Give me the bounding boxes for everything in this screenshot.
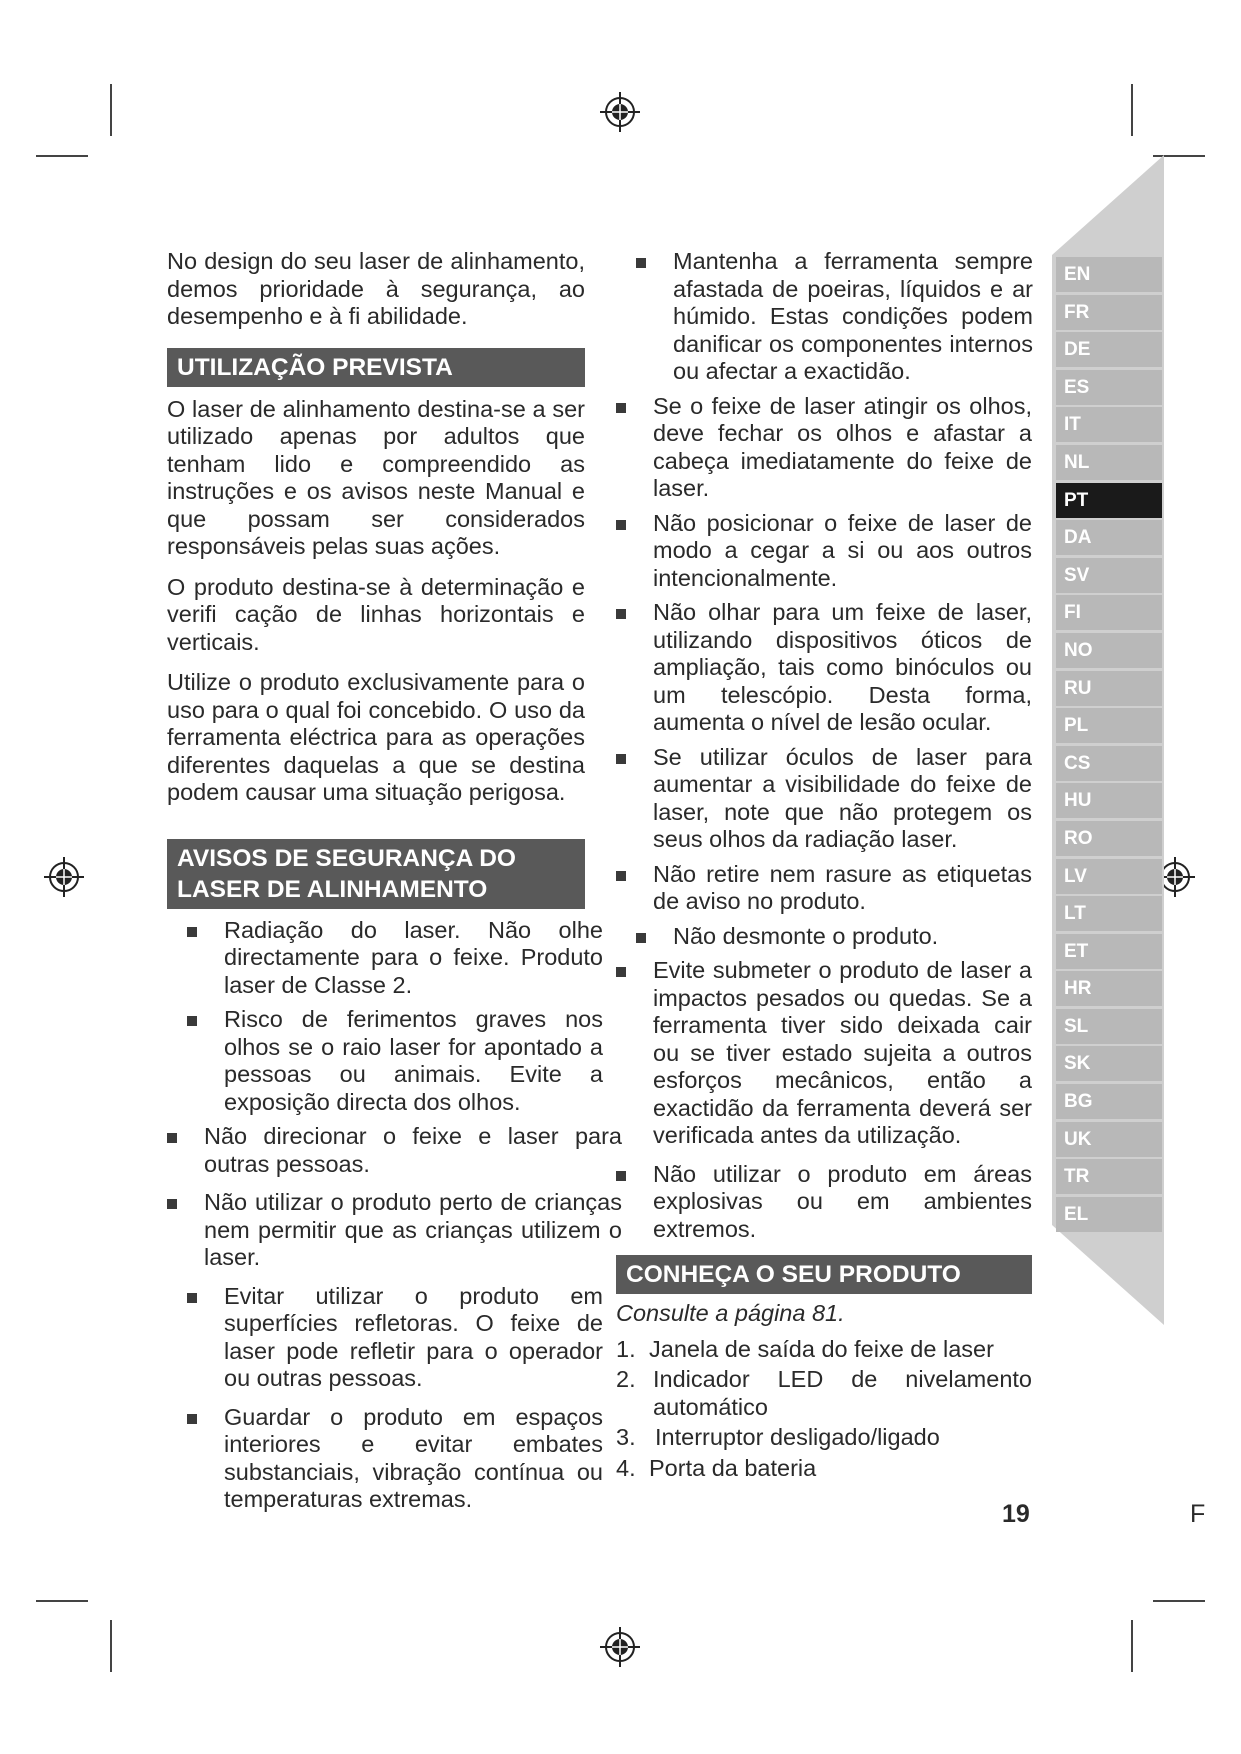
bullet-icon xyxy=(616,967,626,977)
safety-bullet: Não posicionar o feixe de laser de modo a cegar a si ou aos outros intencionalmente. xyxy=(616,510,1032,593)
crop-mark xyxy=(36,155,88,157)
section-heading-know-your-product: CONHEÇA O SEU PRODUTO xyxy=(616,1255,1032,1294)
parts-list-item: 2. Indicador LED de nivelamento automático xyxy=(616,1366,1032,1420)
intended-use-paragraph: O laser de alinhamento destina-se a ser utilizado apenas por adultos que tenham lido e compreendido as instruções e os avisos neste Manual e que possam ser considerados responsáveis pelas suas ações. xyxy=(167,395,585,559)
bullet-icon xyxy=(616,609,626,619)
crop-mark xyxy=(36,1600,88,1602)
language-tab[interactable]: SL xyxy=(1056,1009,1162,1044)
bullet-icon xyxy=(187,1293,197,1303)
language-tab[interactable]: DE xyxy=(1056,332,1162,367)
language-tabs xyxy=(1056,257,1162,1234)
right-column xyxy=(616,248,1032,1482)
intended-use-paragraph: Utilize o produto exclusivamente para o uso para o qual foi concebido. O uso da ferramenta eléctrica para as operações diferentes daquelas a que se destina podem causar uma situação perigosa. xyxy=(167,669,585,805)
language-tab[interactable]: SK xyxy=(1056,1046,1162,1081)
language-tab[interactable]: IT xyxy=(1056,407,1162,442)
bullet-icon xyxy=(167,1133,177,1143)
language-tab[interactable]: UK xyxy=(1056,1122,1162,1157)
heading-line: LASER DE ALINHAMENTO xyxy=(177,875,488,903)
bullet-icon xyxy=(616,871,626,881)
intro-paragraph: No design do seu laser de alinhamento, demos prioridade à segurança, ao desempenho e à fi abilidade. xyxy=(167,248,585,329)
language-tab[interactable]: EN xyxy=(1056,257,1162,292)
registration-mark-icon xyxy=(598,90,642,134)
bullet-icon xyxy=(187,1016,197,1026)
language-tab[interactable]: RU xyxy=(1056,671,1162,706)
crop-mark xyxy=(1131,84,1133,136)
safety-bullet: Não desmonte o produto. xyxy=(636,923,1033,951)
left-column xyxy=(167,248,622,1514)
language-tab[interactable]: TR xyxy=(1056,1159,1162,1194)
safety-bullet: Não direcionar o feixe e laser para outras pessoas. xyxy=(167,1123,622,1178)
language-tab[interactable]: HR xyxy=(1056,971,1162,1006)
crop-mark xyxy=(110,84,112,136)
language-tab[interactable]: NL xyxy=(1056,445,1162,480)
crop-mark xyxy=(1131,1620,1133,1672)
language-tab[interactable]: EL xyxy=(1056,1197,1162,1232)
heading-line: AVISOS DE SEGURANÇA DO xyxy=(177,844,516,872)
language-tab[interactable]: RO xyxy=(1056,821,1162,856)
bullet-icon xyxy=(187,1414,197,1424)
language-tab[interactable]: ES xyxy=(1056,370,1162,405)
bullet-icon xyxy=(636,933,646,943)
safety-bullet: Risco de ferimentos graves nos olhos se o raio laser for apontado a pessoas ou animais. Evite a exposição directa dos olhos. xyxy=(187,1006,603,1116)
language-tab[interactable]: NO xyxy=(1056,633,1162,668)
page-number: 19 xyxy=(1002,1500,1030,1528)
safety-bullet: Evite submeter o produto de laser a impactos pesados ou quedas. Se a ferramenta tiver sido deixada cair ou se tiver estado sujeita a outros esforços mecânicos, então a exactidão da ferramenta deverá ser verificada antes da utilização. xyxy=(616,957,1032,1150)
language-tab-active[interactable]: PT xyxy=(1056,483,1162,518)
section-heading-safety-warnings xyxy=(167,839,585,909)
safety-bullet: Mantenha a ferramenta sempre afastada de poeiras, líquidos e ar húmido. Estas condições podem danificar os componentes internos ou afectar a exactidão. xyxy=(636,248,1033,386)
crop-mark xyxy=(1153,1600,1205,1602)
safety-bullet: Se utilizar óculos de laser para aumentar a visibilidade do feixe de laser, note que não protegem os seus olhos da radiação laser. xyxy=(616,744,1032,854)
bullet-icon xyxy=(616,403,626,413)
language-tab[interactable]: CS xyxy=(1056,746,1162,781)
registration-mark-icon xyxy=(598,1625,642,1669)
parts-list-item: 3. Interruptor desligado/ligado xyxy=(616,1424,940,1450)
bullet-icon xyxy=(616,754,626,764)
parts-list-item: 1. Janela de saída do feixe de laser xyxy=(616,1335,994,1362)
section-heading-intended-use: UTILIZAÇÃO PREVISTA xyxy=(167,348,585,387)
reference-note: Consulte a página 81. xyxy=(616,1300,845,1326)
safety-bullet: Não olhar para um feixe de laser, utilizando dispositivos óticos de ampliação, tais como binóculos ou um telescópio. Desta forma, aumenta o nível de lesão ocular. xyxy=(616,599,1032,737)
language-tab[interactable]: DA xyxy=(1056,520,1162,555)
language-tab[interactable]: ET xyxy=(1056,934,1162,969)
safety-bullet: Evitar utilizar o produto em superfícies refletoras. O feixe de laser pode refletir para o operador ou outras pessoas. xyxy=(187,1283,603,1393)
language-tab[interactable]: FI xyxy=(1056,595,1162,630)
safety-bullet: Guardar o produto em espaços interiores e evitar embates substanciais, vibração contínua ou temperaturas extremas. xyxy=(187,1404,603,1514)
bullet-icon xyxy=(636,258,646,268)
language-tab[interactable]: LV xyxy=(1056,859,1162,894)
bullet-icon xyxy=(167,1199,177,1209)
safety-bullet: Se o feixe de laser atingir os olhos, deve fechar os olhos e afastar a cabeça imediatamente do feixe de laser. xyxy=(616,393,1032,503)
safety-bullet: Não utilizar o produto em áreas explosivas ou em ambientes extremos. xyxy=(616,1161,1032,1244)
safety-bullet: Não utilizar o produto perto de crianças nem permitir que as crianças utilizem o laser. xyxy=(167,1189,622,1272)
language-tab[interactable]: BG xyxy=(1056,1084,1162,1119)
crop-mark xyxy=(110,1620,112,1672)
registration-mark-icon xyxy=(42,855,86,899)
language-tab[interactable]: PL xyxy=(1056,708,1162,743)
bullet-icon xyxy=(187,927,197,937)
language-tab[interactable]: FR xyxy=(1056,295,1162,330)
language-tab[interactable]: HU xyxy=(1056,783,1162,818)
bullet-icon xyxy=(616,1171,626,1181)
safety-bullet: Não retire nem rasure as etiquetas de aviso no produto. xyxy=(616,861,1032,916)
parts-list-item: 4. Porta da bateria xyxy=(616,1454,817,1481)
safety-bullet: Radiação do laser. Não olhe directamente para o feixe. Produto laser de Classe 2. xyxy=(187,917,603,1000)
language-tab[interactable]: LT xyxy=(1056,896,1162,931)
language-tab[interactable]: SV xyxy=(1056,558,1162,593)
bullet-icon xyxy=(616,520,626,530)
edge-letter: F xyxy=(1190,1500,1206,1528)
intended-use-paragraph: O produto destina-se à determinação e verifi cação de linhas horizontais e verticais. xyxy=(167,573,585,655)
